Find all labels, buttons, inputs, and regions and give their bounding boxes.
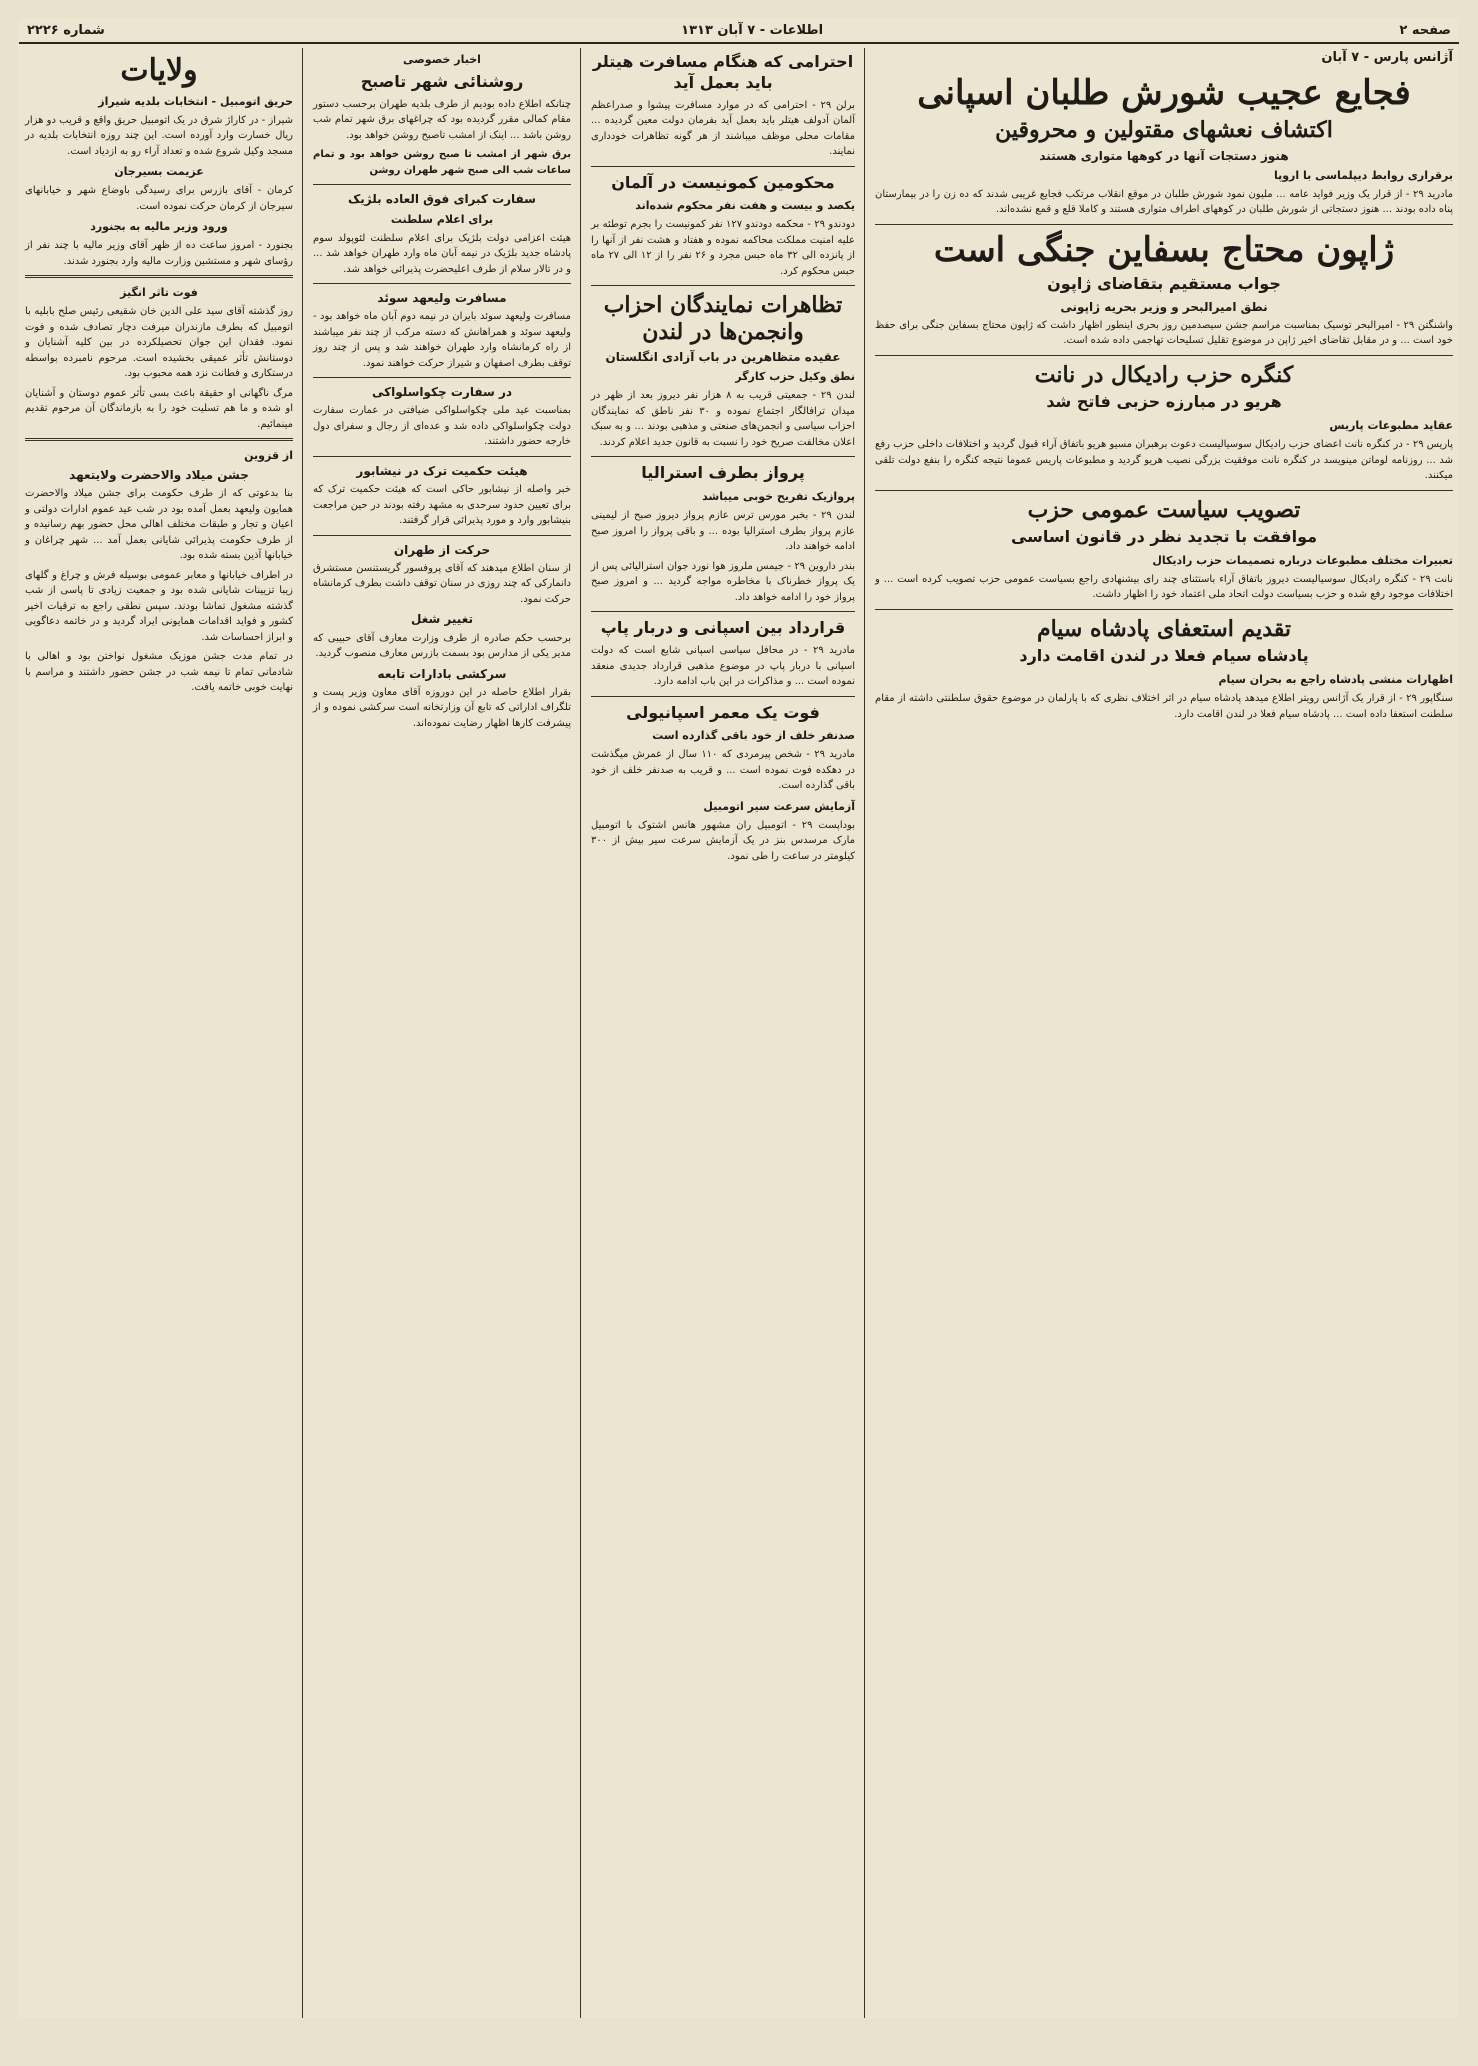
headline-party-policy: تصویب سیاست عمومی حزب [1027,496,1301,523]
article-radical-congress: پاریس ۲۹ - در کنگره نانت اعضای حزب رادیکال سوسیالیست دعوت برهبران مسیو هریو باتفاق آراء قبول گردید و اختلافات داخلی حزب رفع شد ... روزنامه لوماتن مینویسد در کنگره نانت موفقیت بزرگی نصیب هریو گردید و مطبوعات پاریس عموما نتیجه کنگره را بنفع دولت تلقی میکنند. [875,439,1453,482]
article-japan: واشنگتن ۲۹ - امیرالبحر توسیک بمناسبت مراسم جشن سیصدمین روز بحری اینطور اظهار داشت که ژاپون محتاج بسفاین جنگی برای حفظ خود است ... و در مقابل تقاضای اخیر ژاپن در موضوع تقلیل تسلیحات تهاجمی داده شده است. [875,319,1453,347]
subheadline-press-views: تعبیرات مختلف مطبوعات درباره تصمیمات حزب رادیکال [1152,553,1453,567]
column-private-news [307,48,577,2018]
headline-city-lights: روشنائی شهر تاصبح [360,72,524,92]
column-rule [302,48,303,2018]
headline-spain-vatican: قرارداد بین اسپانی و دربار پاپ [600,618,846,638]
article-birthday-2: در اطراف خیابانها و معابر عمومی بوسیله فرش و چراغ و گلهای زیبا تزیینات شایانی شده بود و جمعیت زیادی تا پاسی از شب گذشته مشغول تماشا بودند. سپس نطقی راجع به ترقیات اخیر کشور و فواید اقدامات همایونی ایراد گردید و در خاتمه دعاگویی و ابراز احساسات شد. [25,569,293,643]
article-birthday-3: در تمام مدت جشن موزیک مشغول نواختن بود و اهالی با شادمانی تمام تا نیمه شب در جشن حضور داشتند و مراسم با نهایت خوبی خاتمه یافت. [25,651,293,694]
headline-sirjan: عزیمت بسیرجان [114,165,204,179]
divider [591,611,855,612]
headline-australia-flight: پرواز بطرف استرالیا [641,463,805,483]
article-london: لندن ۲۹ - جمعیتی قریب به ۸ هزار نفر دیروز بعد از ظهر در میدان ترافالگار اجتماع نموده و ۳۰ نفر ناطق که نمایندگان احزاب سیاسی و انجمن‌های صنعتی و مذهبی بودند ... و به سبک اعلان مخالفت صریح خود را نسبت به قانون جدید اعلام کردند. [591,390,856,448]
subheadline-herriot: هریو در مبارزه حزبی فاتح شد [1046,392,1282,412]
headline-shiraz: حریق اتومبیل - انتخابات بلدیه شیراز [98,94,293,108]
article-job-change: برحسب حکم صادره از طرف وزارت معارف آقای حبیبی که مدیر یکی از مدارس بود بسمت بازرس معارف منصوب گردید. [313,632,571,660]
article-car-speed: بوداپست ۲۹ - اتومبیل ران مشهور هانس اشتوک با اتومبیل مارک مرسدس بنز در یک آزمایش سرعت سیر بیش از ۳۰۰ کیلومتر در ساعت را طی نمود. [591,819,855,862]
headline-departure: حرکت از طهران [393,542,491,557]
column-rule [864,48,865,2018]
agency-tag: آژانس پارس - ۷ آبان [1321,50,1453,65]
page-label: صفحه ۲ [1399,22,1451,38]
divider-double [25,438,293,441]
kicker-private-news: اخبار خصوصی [403,53,481,66]
article-birthday: بنا بدعوتی که از طرف حکومت برای جشن میلاد والاحضرت همایون ولیعهد بعمل آمده بود در شب عید عموم ادارات دولتی و اعیان و تجار و طبقات مختلف اهالی محل حضور بهم رسانیده و از طرف حکومت پذیرائی شایانی بعمل آمد ... شهر چراغان و خیابانها آذین بسته شده بود. [25,488,293,562]
kicker-qazvin: از قزوین [244,449,293,463]
subheadline-freedom: عقیده متظاهرین در باب آزادی انگلستان [605,350,841,365]
divider [313,456,571,457]
column-world-news [585,48,861,2018]
article-city-lights: چنانکه اطلاع داده بودیم از طرف بلدیه طهران برحسب دستور مقام کمالی مقرر گردیده بود که چراغهای برق شهر تمام شب روشن باشد ... اینک از امشب تاصبح روشن خواهد بود. [313,98,571,141]
masthead-date: اطلاعات - ۷ آبان ۱۳۱۳ [681,22,824,38]
article-hitler: برلن ۲۹ - احترامی که در موارد مسافرت پیشوا و صدراعظم آلمان آدولف هیتلر باید بعمل آید بفرمان دولت معین گردیده ... مقامات محلی موظف میباشند از هر گونه تظاهرات خودداری نمایند. [591,99,855,158]
page-masthead [19,18,1459,44]
subheadline-flight-fun: پروازیک تفریح خوبی میباشد [702,490,855,504]
headline-sweden-prince: مسافرت ولیعهد سوئد [377,291,507,306]
divider [591,285,855,286]
headline-crown-prince-birthday: جشن میلاد والاحضرت ولایتعهد [69,468,249,483]
issue-number: شماره ۲۲۲۶ [27,22,105,38]
subheadline-belgium: برای اعلام سلطنت [390,212,494,226]
divider [313,184,571,185]
article-turkish: خبر واصله از نیشابور حاکی است که هیئت حکمیت ترک که برای تعیین حدود سرحدی به مشهد رفته بودند در حین مراجعت بنیشابور وارد و مورد پذیرائی قرار گرفتند. [313,484,571,527]
divider [591,166,855,167]
column-foreign-news [869,48,1459,2018]
article-party-policy: نانت ۲۹ - کنگره رادیکال سوسیالیست دیروز باتفاق آراء باستثنای چند رای بیشنهادی راجع بسیاست عمومی حزب تصویب کرده است ... و اختلافات موجود رفع شده و حزب بسیاست دولت اتحاد ملی اعتماد خود را اظهار داشت. [875,573,1453,601]
article-communists: دودندو ۲۹ - محکمه دودندو ۱۲۷ نفر کمونیست را بجرم توطئه بر علیه امنیت مملکت محاکمه نموده و هفتاد و هشت نفر از آنها را از پانزده الی ۳۲ ماه حبس مجرد و ۲۶ نفر را از ۱۲ الی ۲۷ ماه حبس محکوم کرد. [591,219,855,277]
headline-belgium-embassy: سفارت کبرای فوق العاده بلژیک [348,192,536,207]
headline-hitler: احترامی که هنگام مسافرت هیتلر باید بعمل آید [592,52,854,92]
subheadline-fugitives: هنوز دستجات آنها در کوهها متواری هستند [1039,148,1289,163]
subheadline-descendants: صدنفر خلف از خود باقی گذارده است [652,729,855,743]
article-sweden: مسافرت ولیعهد سوئد بایران در نیمه دوم آبان ماه خواهد بود - ولیعهد سوئد و همراهانش که دسته مرکب از چند نفر میباشند از راه کرمانشاه وارد طهران خواهند شد و پس از چند روز توقف بطرف اصفهان و شیراز حرکت خواهند نمود. [313,311,571,369]
article-obituary-2: مرگ ناگهانی او حقیقة باعث بسی تأثر عموم دوستان و آشنایان او شده و ما هم تسلیت خود را به بازماندگان آن مرحوم تقدیم مینمائیم. [25,387,293,430]
newspaper-page [19,18,1459,2018]
bold-lights-line: برق شهر از امشب تا صبح روشن خواهد بود و تمام ساعات شب الی صبح شهر طهران روشن [313,149,571,176]
headline-old-man: فوت یک معمر اسپانیولی [626,702,820,722]
headline-japan-navy: ژاپون محتاج بسفاین جنگی است [933,229,1395,270]
headline-london-demonstration: تظاهرات نمایندگان احزاب وانجمن‌ها در لندن [603,292,843,345]
divider [875,609,1453,610]
article-belgium: هیئت اعزامی دولت بلژیک برای اعلام سلطنت لئوپولد سوم پادشاه جدید بلژیک در نیمه آبان ماه وارد طهران خواهد شد ... و در تالار سلام از طرف اعلیحضرت پذیرائی خواهد شد. [313,232,571,275]
article-bojnurd: بجنورد - امروز ساعت ده از ظهر آقای وزیر مالیه با چند نفر از رؤسای شهر و مستشین وزارت مالیه وارد بجنورد شدند. [25,240,293,267]
subheadline-siam-secretary: اظهارات منشی پادشاه راجع به بحران سیام [1218,673,1453,687]
subheadline-siam-london: پادشاه سیام فعلا در لندن اقامت دارد [1019,646,1309,666]
headline-communists: محکومین کمونیست در آلمان [611,172,835,192]
subheadline-paris-press: عقاید مطبوعات پاریس [1329,419,1453,433]
divider [313,377,571,378]
divider [313,535,571,536]
headline-siam-king: تقدیم استعفای پادشاه سیام [1036,615,1292,642]
columns [19,48,1459,2018]
column-rule [580,48,581,2018]
article-shiraz: شیراز - در کاراژ شرق در یک اتومبیل حریق واقع و قریب دو هزار ریال خسارت وارد آورده است. این چند روزه انتخابات بلدیه در مسجد وکیل شروع شده و تعداد آراء رو به ازدیاد است. [25,114,293,157]
divider [875,224,1453,225]
article-inspection: بقرار اطلاع حاصله در این دوروزه آقای معاون وزیر پست و تلگراف اداراتی که تابع آن وزارتخانه است سرکشی نموده و از پیشرفت کارها اظهار رضایت نموده‌اند. [313,686,571,729]
headline-turkish-commission: هیئت حکمیت ترک در نیشابور [356,463,528,478]
subheadline-japan-reply: جواب مستقیم بتقاضای ژاپون [1047,273,1281,293]
divider [875,490,1453,491]
headline-inspection: سرکشی بادارات تابعه [377,666,507,681]
subheadline-127: یکصد و بیست و هفت نفر محکوم شده‌اند [635,199,855,213]
headline-provinces: ولایات [120,53,198,88]
subheadline-victims: اکتشاف نعشهای مقتولین و محروقین [995,117,1333,144]
article-czech: بمناسبت عید ملی چکواسلواکی ضیافتی در عمارت سفارت دولت چکواسلواکی داده شد و عده‌ای از رجال و سفرای دول خارجه حضور داشتند. [313,405,571,448]
subheadline-relations: برقراری روابط دیپلماسی با اروپا [1273,168,1453,182]
headline-obituary: فوت تاثر انگیز [120,286,198,300]
article-old-man: مادرید ۲۹ - شخص پیرمردی که ۱۱۰ سال از عمرش میگذشت در دهکده فوت نموده است ... و قریب به صدنفر خلف از خود باقی گذارده است. [591,749,855,792]
divider-double [25,275,293,278]
headline-job-change: تغییر شغل [410,612,473,627]
divider [591,456,855,457]
headline-czech-embassy: در سفارت چکواسلواکی [371,385,513,400]
article-siam: سنگاپور ۲۹ - از قرار یک آژانس رویتر اطلاع میدهد پادشاه سیام در اثر اختلاف نظری که با پارلمان در موضوع حقوق سلطنتی داشته از مقام سلطنت استعفا داده است ... پادشاه سیام فعلا در لندن اقامت دارد. [875,693,1453,720]
article-darwin: بندر داروین ۲۹ - جیمس ملروز هوا نورد جوان استرالیائی پس از یک پرواز خطرناک با مخاطره مواجه گردید ... و امروز صبح پرواز خود را ادامه خواهد داد. [591,560,855,603]
divider [313,283,571,284]
article-departure: از سنان اطلاع میدهند که آقای پروفسور گریستنسن مستشرق دانمارکی که چند روزی در سنان توقف داشت بطرف کرمانشاه حرکت نمود. [313,562,571,605]
article-spain-vatican: مادرید ۲۹ - در محافل سیاسی اسپانی شایع است که دولت اسپانی با دربار پاپ در موضوع مذهبی قرارداد جدیدی منعقد نموده است ... و مذاکرات در این باب ادامه دارد. [591,645,855,688]
article-spain: مادرید ۲۹ - از قرار یک وزیر فواید عامه ... ملیون نمود شورش طلبان در موقع انقلاب مرتکب فجایع غریبی شدند که ده زن را در بیمارستان پناه داده بودند ... هنوز دستجاتی از شورش طلبان در کوههای اطراف متواری هستند و کاملا قلع و قمع نشده‌اند. [875,188,1453,216]
article-flight: لندن ۲۹ - بخبر مورس ترس عازم پرواز دیروز صبح از لیمینی عازم پرواز بطرف استرالیا بوده ... و باقی پرواز را امروز صبح ادامه خواهند داد. [591,510,855,553]
divider [875,355,1453,356]
article-obituary: روز گذشته آقای سید علی الدین خان شقیعی رئیس صلح بابلیه با اتومبیل که بطرف مازندران میرفت دچار تصادف شده و فوت نمود. فقدان این جوان تحصیلکرده در بین کلیه آشنایان و دوستانش تأثر عمیقی بخشیده است. مرحوم نامبرده بواسطه درستکاری و فطانت نزد همه محبوب بود. [25,306,293,380]
headline-radical-congress: کنگره حزب رادیکال در نانت [1034,361,1294,388]
subheadline-admiral-speech: نطق امیرالبحر و وزیر بحریه ژاپونی [1060,299,1268,314]
subheadline-labour: نطق وکیل حزب کارگر [735,370,855,384]
article-sirjan: کرمان - آقای بازرس برای رسیدگی باوضاع شهر و خیابانهای سیرجان از کرمان حرکت نموده است. [25,185,293,212]
subheadline-constitution: موافقت با تجدید نظر در قانون اساسی [1010,527,1318,547]
headline-bojnurd: ورود وزیر مالیه به بجنورد [90,220,228,234]
column-provinces [19,48,299,2018]
subheadline-car-speed: آزمایش سرعت سیر اتومبیل [703,799,855,813]
headline-spain-revolt: فجایع عجیب شورش طلبان اسپانی [917,73,1411,114]
divider [591,696,855,697]
